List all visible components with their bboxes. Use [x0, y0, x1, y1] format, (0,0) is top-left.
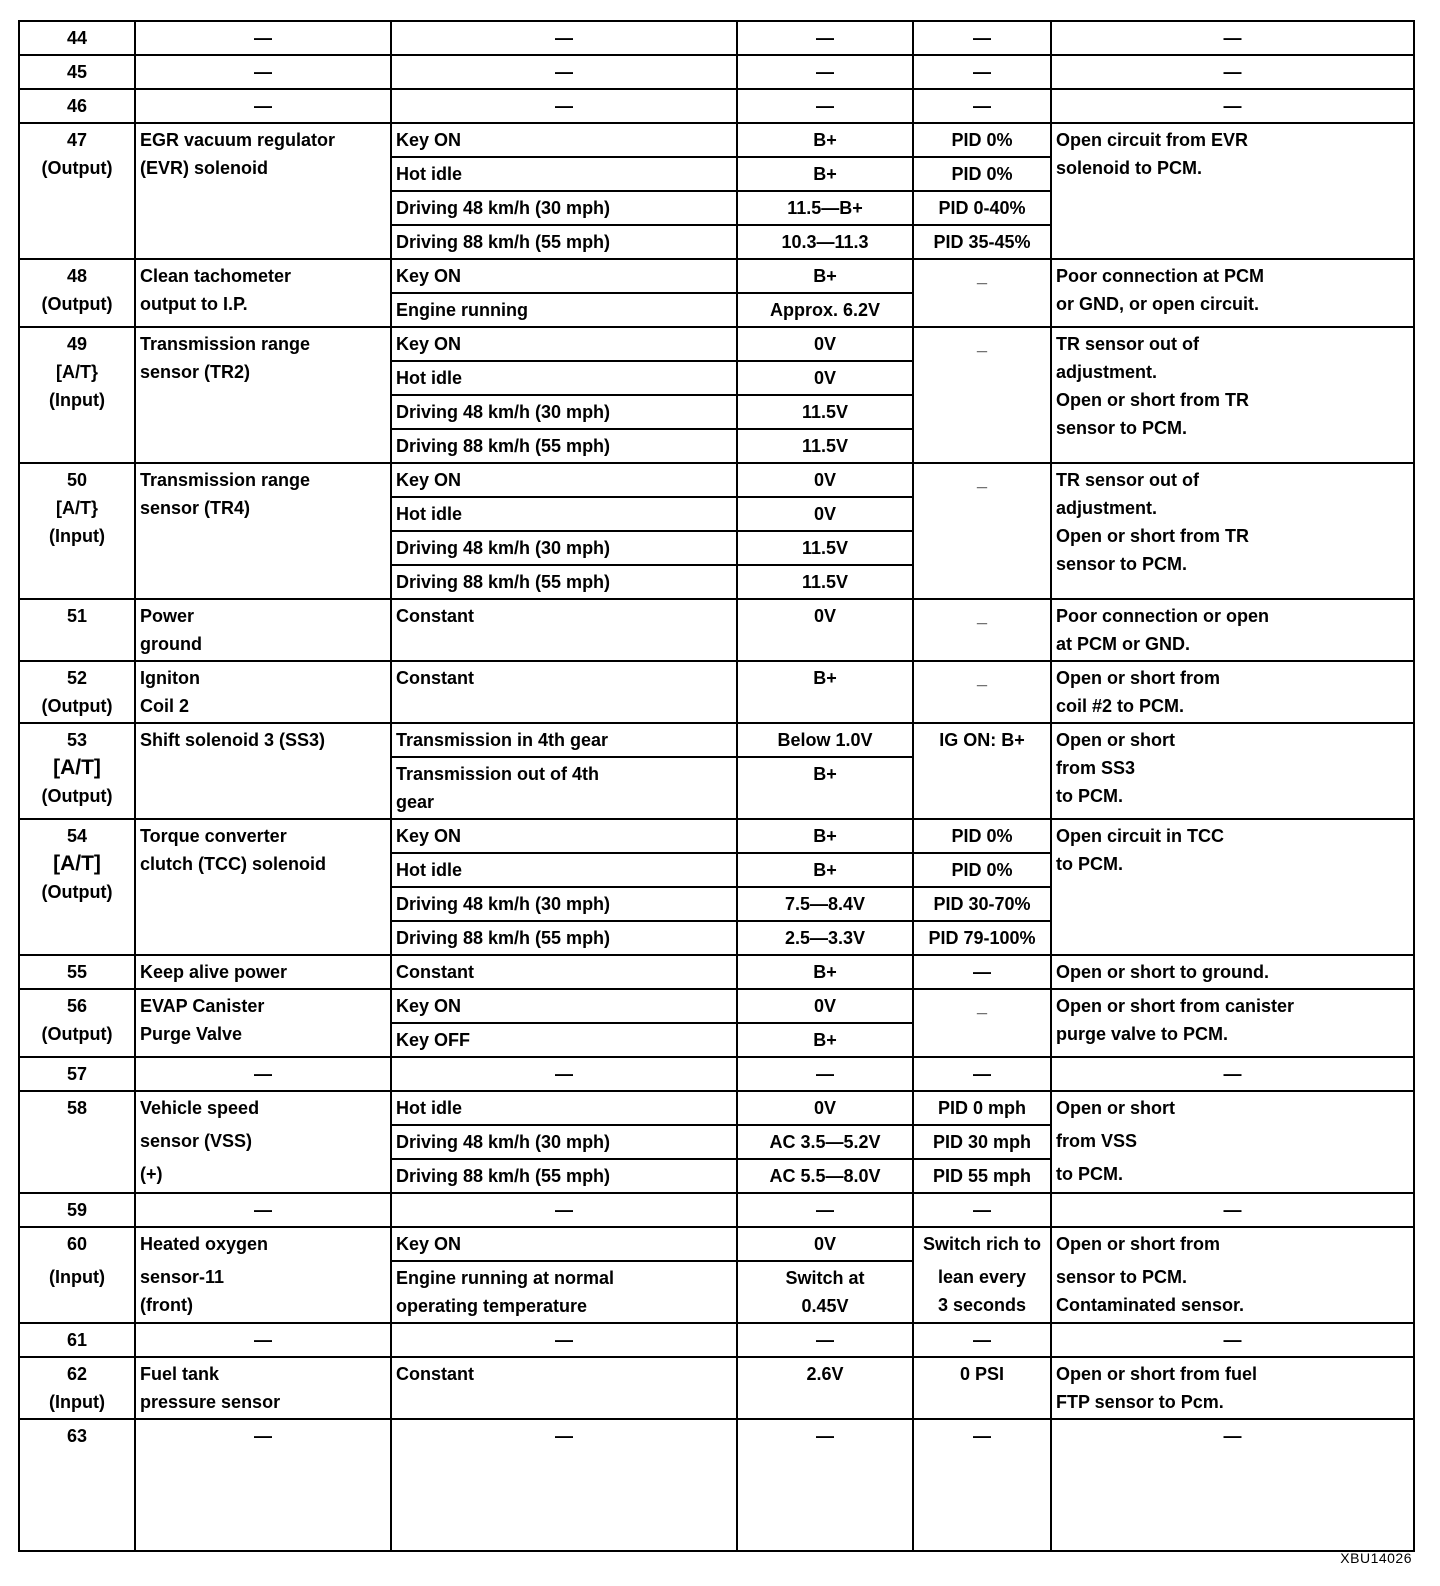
- voltage-cell: 11.5—B+: [737, 191, 913, 225]
- circuit-cell: [135, 327, 391, 463]
- circuit-cell: [135, 463, 391, 599]
- voltage-cell: 7.5—8.4V: [737, 887, 913, 921]
- pid-cell: —: [913, 1057, 1051, 1091]
- voltage-cell: B+: [737, 757, 913, 819]
- remedy-cell: [1051, 661, 1414, 723]
- remedy-cell: —: [1051, 55, 1414, 89]
- remedy-line: Open or short from canister: [1056, 996, 1295, 1016]
- voltage-cell: —: [737, 89, 913, 123]
- condition-cell: Key ON: [391, 463, 737, 497]
- condition-cell: Key ON: [391, 989, 737, 1023]
- pin-cell: [19, 661, 135, 723]
- pid-cell: IG ON: B+: [913, 723, 1051, 819]
- condition-cell: Hot idle: [391, 853, 737, 887]
- pin-number: 57: [19, 1057, 135, 1091]
- condition-cell: Transmission in 4th gear: [391, 723, 737, 757]
- voltage-cell: 2.5—3.3V: [737, 921, 913, 955]
- condition-cell: [391, 1261, 737, 1323]
- remedy-line: Open or short from fuel: [1056, 1364, 1258, 1384]
- condition-cell: Driving 48 km/h (30 mph): [391, 1125, 737, 1159]
- pin-number: 58: [19, 1091, 135, 1193]
- pid-cell: —: [913, 1323, 1051, 1357]
- condition-line: Engine running at normal: [396, 1268, 615, 1288]
- remedy-line: Poor connection at PCM: [1056, 266, 1265, 286]
- condition-cell: [391, 757, 737, 819]
- circuit-name-line: Purge Valve: [140, 1024, 243, 1044]
- remedy-cell: [1051, 463, 1414, 599]
- pid-cell: PID 0%: [913, 819, 1051, 853]
- condition-cell: —: [391, 1323, 737, 1357]
- remedy-line: Open or short from TR: [1056, 390, 1249, 410]
- pid-cell: —: [913, 1193, 1051, 1227]
- remedy-line: to PCM.: [1056, 1164, 1123, 1184]
- pin-number: 55: [19, 955, 135, 989]
- pid-cell: PID 0%: [913, 123, 1051, 157]
- remedy-line: TR sensor out of: [1056, 470, 1199, 490]
- voltage-cell: 11.5V: [737, 565, 913, 599]
- pid-line: 3 seconds: [937, 1295, 1027, 1315]
- condition-cell: Driving 88 km/h (55 mph): [391, 429, 737, 463]
- remedy-line: Open or short from: [1056, 1234, 1221, 1254]
- remedy-cell: —: [1051, 1057, 1414, 1091]
- circuit-name-line: output to I.P.: [140, 294, 248, 314]
- pid-cell: PID 0%: [913, 853, 1051, 887]
- circuit-name-line: sensor-11: [140, 1267, 225, 1287]
- pin-number: 51: [19, 599, 135, 661]
- voltage-cell: —: [737, 55, 913, 89]
- pid-cell: PID 0 mph: [913, 1091, 1051, 1125]
- voltage-cell: —: [737, 1419, 913, 1551]
- voltage-cell: B+: [737, 661, 913, 723]
- condition-cell: Constant: [391, 955, 737, 989]
- circuit-cell: [135, 1357, 391, 1419]
- remedy-cell: [1051, 327, 1414, 463]
- circuit-name-line: Torque converter: [140, 826, 287, 846]
- pin-type: (Input): [49, 1392, 105, 1412]
- voltage-cell: 0V: [737, 1091, 913, 1125]
- pin-number: 49: [66, 334, 88, 354]
- pin-cell: [19, 463, 135, 599]
- circuit-name-line: sensor (TR4): [140, 498, 251, 518]
- table-row: [19, 123, 1414, 157]
- figure-code: XBU14026: [1340, 1550, 1412, 1566]
- circuit-name-line: pressure sensor: [140, 1392, 281, 1412]
- table-row: [19, 327, 1414, 361]
- table-row: [19, 463, 1414, 497]
- table-row: [19, 1091, 1414, 1125]
- circuit-cell: [135, 123, 391, 259]
- pid-cell: _: [913, 989, 1051, 1057]
- pid-cell: —: [913, 1419, 1051, 1551]
- circuit-name-line: Heated oxygen: [140, 1234, 269, 1254]
- table-row: [19, 1357, 1414, 1419]
- pcm-pinout-table: [18, 20, 1415, 1552]
- pid-cell: —: [913, 89, 1051, 123]
- pin-number: 60: [66, 1234, 88, 1254]
- pin-number: 47: [66, 130, 88, 150]
- pid-cell: _: [913, 259, 1051, 327]
- pin-number: 53: [66, 730, 88, 750]
- condition-cell: Driving 48 km/h (30 mph): [391, 887, 737, 921]
- pinout-table-sheet: [18, 20, 1413, 1552]
- circuit-name-line: Transmission range: [140, 334, 311, 354]
- pid-line: Switch rich to: [922, 1234, 1041, 1254]
- remedy-line: sensor to PCM.: [1056, 1267, 1188, 1287]
- circuit-name-line: (EVR) solenoid: [140, 158, 269, 178]
- pin-cell: [19, 259, 135, 327]
- voltage-cell: 11.5V: [737, 531, 913, 565]
- pin-cell: [19, 1227, 135, 1323]
- condition-line: Transmission out of 4th: [396, 764, 600, 784]
- condition-cell: —: [391, 55, 737, 89]
- remedy-line: solenoid to PCM.: [1056, 158, 1202, 178]
- remedy-line: Poor connection or open: [1056, 606, 1270, 626]
- condition-cell: —: [391, 1419, 737, 1551]
- circuit-cell: [135, 661, 391, 723]
- remedy-line: from VSS: [1056, 1131, 1138, 1151]
- voltage-cell: AC 3.5—5.2V: [737, 1125, 913, 1159]
- pin-type: (Output): [41, 786, 113, 806]
- circuit-cell: —: [135, 1419, 391, 1551]
- table-row: [19, 89, 1414, 123]
- voltage-cell: Approx. 6.2V: [737, 293, 913, 327]
- condition-cell: Constant: [391, 1357, 737, 1419]
- pid-cell: PID 55 mph: [913, 1159, 1051, 1193]
- pin-type: (Output): [41, 1024, 113, 1044]
- table-row: [19, 819, 1414, 853]
- pin-number: 56: [66, 996, 88, 1016]
- table-row: [19, 55, 1414, 89]
- condition-cell: Key OFF: [391, 1023, 737, 1057]
- remedy-line: sensor to PCM.: [1056, 418, 1188, 438]
- pid-cell: _: [913, 599, 1051, 661]
- pin-type: (Output): [41, 294, 113, 314]
- remedy-line: sensor to PCM.: [1056, 554, 1188, 574]
- table-row: [19, 1193, 1414, 1227]
- remedy-line: to PCM.: [1056, 854, 1123, 874]
- remedy-line: from SS3: [1056, 758, 1136, 778]
- voltage-cell: —: [737, 1057, 913, 1091]
- remedy-cell: —: [1051, 1419, 1414, 1551]
- circuit-cell: [135, 989, 391, 1057]
- pin-type: (Output): [41, 696, 113, 716]
- pid-cell: PID 30 mph: [913, 1125, 1051, 1159]
- remedy-cell: —: [1051, 1323, 1414, 1357]
- remedy-cell: [1051, 989, 1414, 1057]
- table-row: [19, 1057, 1414, 1091]
- condition-cell: Constant: [391, 599, 737, 661]
- circuit-name-line: Igniton: [140, 668, 200, 688]
- voltage-cell: B+: [737, 819, 913, 853]
- pin-at: [A/T}: [56, 498, 98, 518]
- condition-cell: Driving 48 km/h (30 mph): [391, 191, 737, 225]
- remedy-cell: —: [1051, 21, 1414, 55]
- voltage-cell: B+: [737, 955, 913, 989]
- pin-cell: [19, 123, 135, 259]
- voltage-cell: B+: [737, 1023, 913, 1057]
- table-row: [19, 989, 1414, 1023]
- pin-at: [A/T]: [53, 852, 101, 875]
- remedy-cell: Open or short to ground.: [1051, 955, 1414, 989]
- remedy-line: coil #2 to PCM.: [1056, 696, 1185, 716]
- pid-cell: PID 0-40%: [913, 191, 1051, 225]
- table-row: [19, 1419, 1414, 1551]
- circuit-cell: —: [135, 89, 391, 123]
- condition-cell: Hot idle: [391, 157, 737, 191]
- remedy-line: Open circuit from EVR: [1056, 130, 1249, 150]
- condition-cell: Key ON: [391, 259, 737, 293]
- condition-cell: —: [391, 21, 737, 55]
- remedy-cell: —: [1051, 1193, 1414, 1227]
- voltage-cell: 0V: [737, 361, 913, 395]
- circuit-name-line: EVAP Canister: [140, 996, 265, 1016]
- remedy-line: TR sensor out of: [1056, 334, 1199, 354]
- pin-cell: [19, 989, 135, 1057]
- remedy-line: adjustment.: [1056, 362, 1158, 382]
- condition-line: operating temperature: [396, 1296, 588, 1316]
- pin-number: 59: [19, 1193, 135, 1227]
- remedy-cell: [1051, 1357, 1414, 1419]
- voltage-cell: 0V: [737, 989, 913, 1023]
- pid-cell: —: [913, 55, 1051, 89]
- voltage-cell: 0V: [737, 497, 913, 531]
- condition-cell: Driving 48 km/h (30 mph): [391, 531, 737, 565]
- pid-cell: PID 35-45%: [913, 225, 1051, 259]
- remedy-cell: [1051, 259, 1414, 327]
- circuit-cell: —: [135, 1193, 391, 1227]
- circuit-cell: —: [135, 55, 391, 89]
- voltage-cell: 0V: [737, 463, 913, 497]
- circuit-name-line: clutch (TCC) solenoid: [140, 854, 326, 874]
- remedy-line: Open circuit in TCC: [1056, 826, 1225, 846]
- circuit-cell: Keep alive power: [135, 955, 391, 989]
- condition-cell: Driving 88 km/h (55 mph): [391, 1159, 737, 1193]
- voltage-line: 0.45V: [801, 1296, 849, 1316]
- remedy-cell: —: [1051, 89, 1414, 123]
- pid-cell: 0 PSI: [913, 1357, 1051, 1419]
- pid-cell: PID 30-70%: [913, 887, 1051, 921]
- condition-cell: Hot idle: [391, 1091, 737, 1125]
- circuit-name-line: Vehicle speed: [140, 1098, 260, 1118]
- circuit-cell: —: [135, 1323, 391, 1357]
- voltage-cell: Below 1.0V: [737, 723, 913, 757]
- pin-number: 54: [66, 826, 88, 846]
- circuit-name-line: (+): [140, 1164, 163, 1184]
- voltage-cell: 0V: [737, 1227, 913, 1261]
- condition-cell: Driving 88 km/h (55 mph): [391, 225, 737, 259]
- table-row: [19, 1323, 1414, 1357]
- remedy-line: adjustment.: [1056, 498, 1158, 518]
- pin-cell: [19, 723, 135, 819]
- voltage-cell: [737, 1261, 913, 1323]
- circuit-name-line: Coil 2: [140, 696, 190, 716]
- pin-cell: [19, 819, 135, 955]
- table-row: [19, 599, 1414, 661]
- voltage-cell: B+: [737, 853, 913, 887]
- pin-type: (Output): [41, 158, 113, 178]
- pin-cell: [19, 327, 135, 463]
- condition-cell: Key ON: [391, 1227, 737, 1261]
- pid-cell: —: [913, 955, 1051, 989]
- condition-cell: Constant: [391, 661, 737, 723]
- pin-number: 61: [19, 1323, 135, 1357]
- condition-cell: Key ON: [391, 819, 737, 853]
- pid-cell: [913, 1227, 1051, 1323]
- condition-cell: Hot idle: [391, 497, 737, 531]
- circuit-cell: [135, 259, 391, 327]
- circuit-name-line: Power: [140, 606, 195, 626]
- circuit-cell: Shift solenoid 3 (SS3): [135, 723, 391, 819]
- pin-at: [A/T}: [56, 362, 98, 382]
- pin-type: (Input): [49, 390, 105, 410]
- pid-cell: PID 0%: [913, 157, 1051, 191]
- pid-line: lean every: [937, 1267, 1027, 1287]
- pin-type: (Input): [49, 526, 105, 546]
- voltage-cell: 0V: [737, 599, 913, 661]
- circuit-name-line: Transmission range: [140, 470, 311, 490]
- pin-type: (Output): [41, 882, 113, 902]
- voltage-cell: B+: [737, 259, 913, 293]
- condition-cell: —: [391, 1057, 737, 1091]
- circuit-cell: —: [135, 21, 391, 55]
- remedy-line: at PCM or GND.: [1056, 634, 1191, 654]
- pin-cell: [19, 1357, 135, 1419]
- remedy-line: or GND, or open circuit.: [1056, 294, 1260, 314]
- voltage-cell: —: [737, 21, 913, 55]
- circuit-cell: [135, 819, 391, 955]
- remedy-cell: [1051, 723, 1414, 819]
- voltage-cell: 2.6V: [737, 1357, 913, 1419]
- voltage-cell: 11.5V: [737, 429, 913, 463]
- pid-cell: PID 79-100%: [913, 921, 1051, 955]
- voltage-cell: 0V: [737, 327, 913, 361]
- table-row: [19, 955, 1414, 989]
- remedy-line: Open or short: [1056, 1098, 1176, 1118]
- condition-cell: Key ON: [391, 123, 737, 157]
- remedy-cell: [1051, 819, 1414, 955]
- condition-cell: Key ON: [391, 327, 737, 361]
- pin-at: [A/T]: [53, 756, 101, 779]
- condition-cell: —: [391, 89, 737, 123]
- remedy-cell: [1051, 123, 1414, 259]
- circuit-cell: [135, 1227, 391, 1323]
- circuit-cell: [135, 1091, 391, 1193]
- pid-cell: _: [913, 661, 1051, 723]
- pin-number: 45: [19, 55, 135, 89]
- circuit-name-line: Fuel tank: [140, 1364, 220, 1384]
- remedy-line: Open or short: [1056, 730, 1176, 750]
- circuit-cell: —: [135, 1057, 391, 1091]
- remedy-cell: [1051, 1227, 1414, 1323]
- pin-number: 63: [19, 1419, 135, 1551]
- table-row: [19, 259, 1414, 293]
- voltage-cell: AC 5.5—8.0V: [737, 1159, 913, 1193]
- circuit-name-line: EGR vacuum regulator: [140, 130, 336, 150]
- condition-cell: —: [391, 1193, 737, 1227]
- condition-cell: Driving 48 km/h (30 mph): [391, 395, 737, 429]
- remedy-line: Open or short from: [1056, 668, 1221, 688]
- condition-line: gear: [396, 792, 435, 812]
- pin-number: 44: [19, 21, 135, 55]
- voltage-cell: 10.3—11.3: [737, 225, 913, 259]
- condition-cell: Driving 88 km/h (55 mph): [391, 565, 737, 599]
- circuit-name-line: sensor (TR2): [140, 362, 251, 382]
- remedy-line: Contaminated sensor.: [1056, 1295, 1245, 1315]
- voltage-cell: —: [737, 1193, 913, 1227]
- circuit-name-line: sensor (VSS): [140, 1131, 253, 1151]
- pid-cell: _: [913, 463, 1051, 599]
- voltage-cell: B+: [737, 157, 913, 191]
- condition-cell: Engine running: [391, 293, 737, 327]
- circuit-name-line: (front): [140, 1295, 193, 1315]
- voltage-cell: 11.5V: [737, 395, 913, 429]
- remedy-cell: [1051, 599, 1414, 661]
- voltage-line: Switch at: [785, 1268, 865, 1288]
- remedy-line: to PCM.: [1056, 786, 1123, 806]
- pin-type: (Input): [49, 1267, 105, 1287]
- pin-number: 50: [66, 470, 88, 490]
- circuit-name-line: Clean tachometer: [140, 266, 292, 286]
- table-row: [19, 723, 1414, 757]
- table-row: [19, 1227, 1414, 1261]
- remedy-line: FTP sensor to Pcm.: [1056, 1392, 1224, 1412]
- table-row: [19, 21, 1414, 55]
- pid-cell: _: [913, 327, 1051, 463]
- pid-cell: —: [913, 21, 1051, 55]
- table-row: [19, 661, 1414, 723]
- pin-number: 52: [66, 668, 88, 688]
- condition-cell: Hot idle: [391, 361, 737, 395]
- pin-number: 48: [66, 266, 88, 286]
- voltage-cell: —: [737, 1323, 913, 1357]
- pin-number: 46: [19, 89, 135, 123]
- remedy-line: Open or short from TR: [1056, 526, 1249, 546]
- voltage-cell: B+: [737, 123, 913, 157]
- remedy-line: purge valve to PCM.: [1056, 1024, 1229, 1044]
- remedy-cell: [1051, 1091, 1414, 1193]
- pin-number: 62: [66, 1364, 88, 1384]
- circuit-name-line: ground: [140, 634, 202, 654]
- circuit-cell: [135, 599, 391, 661]
- condition-cell: Driving 88 km/h (55 mph): [391, 921, 737, 955]
